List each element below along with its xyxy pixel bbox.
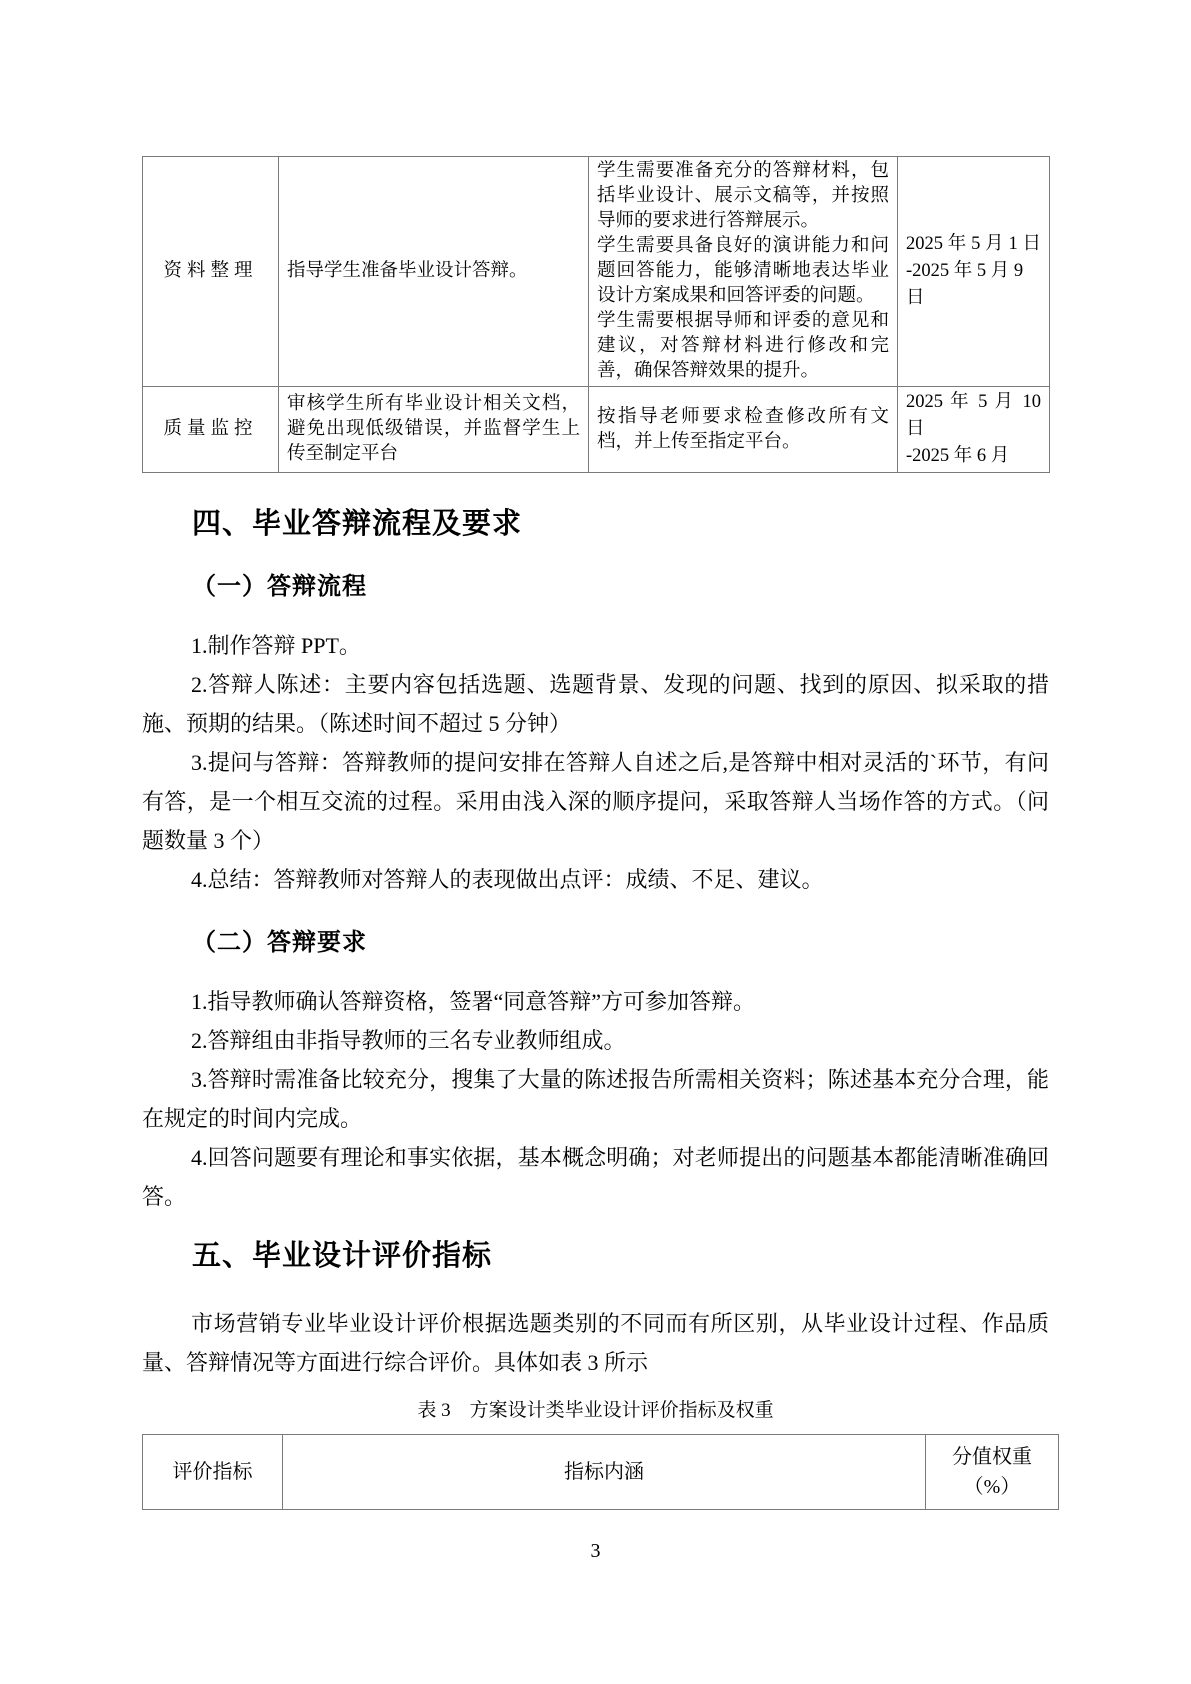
- paragraph-text: 市场营销专业毕业设计评价根据选题类别的不同而有所区别，从毕业设计过程、作品质量、答辩情况等方面进行综合评价。具体如表 3 所示: [142, 1311, 1049, 1375]
- list-item: 2.答辩人陈述：主要内容包括选题、选题背景、发现的问题、找到的原因、拟采取的措施、预期的结果。（陈述时间不超过 5 分钟）: [142, 672, 1049, 736]
- stage-cell: 资料整理: [143, 157, 279, 387]
- section-four-heading: 四、毕业答辩流程及要求: [192, 508, 523, 540]
- requirement-paragraph: 按指导老师要求检查修改所有文档，并上传至指定平台。: [597, 406, 889, 452]
- date-cell: [898, 387, 1050, 473]
- requirement-cell: [589, 387, 898, 473]
- document-content: [142, 0, 1049, 1510]
- table-header-row: [143, 1435, 1059, 1510]
- section-five-heading: 五、毕业设计评价指标: [192, 1240, 493, 1272]
- subsection-one-heading: （一）答辩流程: [192, 573, 367, 600]
- stage-cell: 质量监控: [143, 387, 279, 473]
- date-cell: [898, 157, 1050, 387]
- task-cell: 审核学生所有毕业设计相关文档，避免出现低级错误，并监督学生上传至制定平台: [279, 387, 589, 473]
- list-item: 4.总结：答辩教师对答辩人的表现做出点评：成绩、不足、建议。: [191, 867, 824, 892]
- list-item: 2.答辩组由非指导教师的三名专业教师组成。: [191, 1028, 626, 1053]
- subsection-two-heading: （二）答辩要求: [192, 929, 367, 956]
- requirement-paragraph: 学生需要准备充分的答辩材料，包括毕业设计、展示文稿等，并按照导师的要求进行答辩展示。: [597, 161, 889, 231]
- header-weight-line1: 分值权重: [952, 1446, 1032, 1468]
- evaluation-table: [142, 1434, 1059, 1510]
- table3-caption: 表 3 方案设计类毕业设计评价指标及权重: [417, 1400, 774, 1421]
- section-five-paragraph: [142, 1304, 1049, 1382]
- task-cell: 指导学生准备毕业设计答辩。: [279, 157, 589, 387]
- list-item: 3.提问与答辩：答辩教师的提问安排在答辩人自述之后,是答辩中相对灵活的`环节，有问有答，是一个相互交流的过程。采用由浅入深的顺序提问，采取答辩人当场作答的方式。（问题数量 3 个）: [142, 750, 1049, 853]
- list-item: 1.指导教师确认答辩资格，签署“同意答辩”方可参加答辩。: [191, 989, 756, 1014]
- list-item: 1.制作答辩 PPT。: [191, 633, 361, 658]
- table-row: [143, 387, 1050, 473]
- list-item: 4.回答问题要有理论和事实依据，基本概念明确；对老师提出的问题基本都能清晰准确回答。: [142, 1145, 1049, 1209]
- list-item: 3.答辩时需准备比较充分，搜集了大量的陈述报告所需相关资料；陈述基本充分合理，能在规定的时间内完成。: [142, 1067, 1049, 1131]
- date-range-end: -2025 年 5 月 9 日: [906, 261, 1024, 308]
- header-cell-weight: [926, 1435, 1059, 1510]
- date-range-start: 2025 年 5 月 10 日: [906, 392, 1041, 439]
- requirement-paragraph: 学生需要具备良好的演讲能力和问题回答能力，能够清晰地表达毕业设计方案成果和回答评委的问题。: [597, 236, 889, 306]
- page-number: 3: [590, 1540, 601, 1562]
- table-row: [143, 157, 1050, 387]
- process-schedule-table: [142, 156, 1050, 473]
- date-range-start: 2025 年 5 月 1 日: [906, 234, 1041, 254]
- header-cell-meaning: 指标内涵: [283, 1435, 926, 1510]
- date-range-end: -2025 年 6 月: [906, 446, 1010, 466]
- requirement-cell: [589, 157, 898, 387]
- requirement-paragraph: 学生需要根据导师和评委的意见和建议，对答辩材料进行修改和完善，确保答辩效果的提升。: [597, 311, 889, 381]
- header-cell-indicator: 评价指标: [143, 1435, 283, 1510]
- defense-requirement-list: [142, 982, 1049, 1216]
- header-weight-line2: （%）: [963, 1476, 1021, 1498]
- defense-process-list: [142, 626, 1049, 899]
